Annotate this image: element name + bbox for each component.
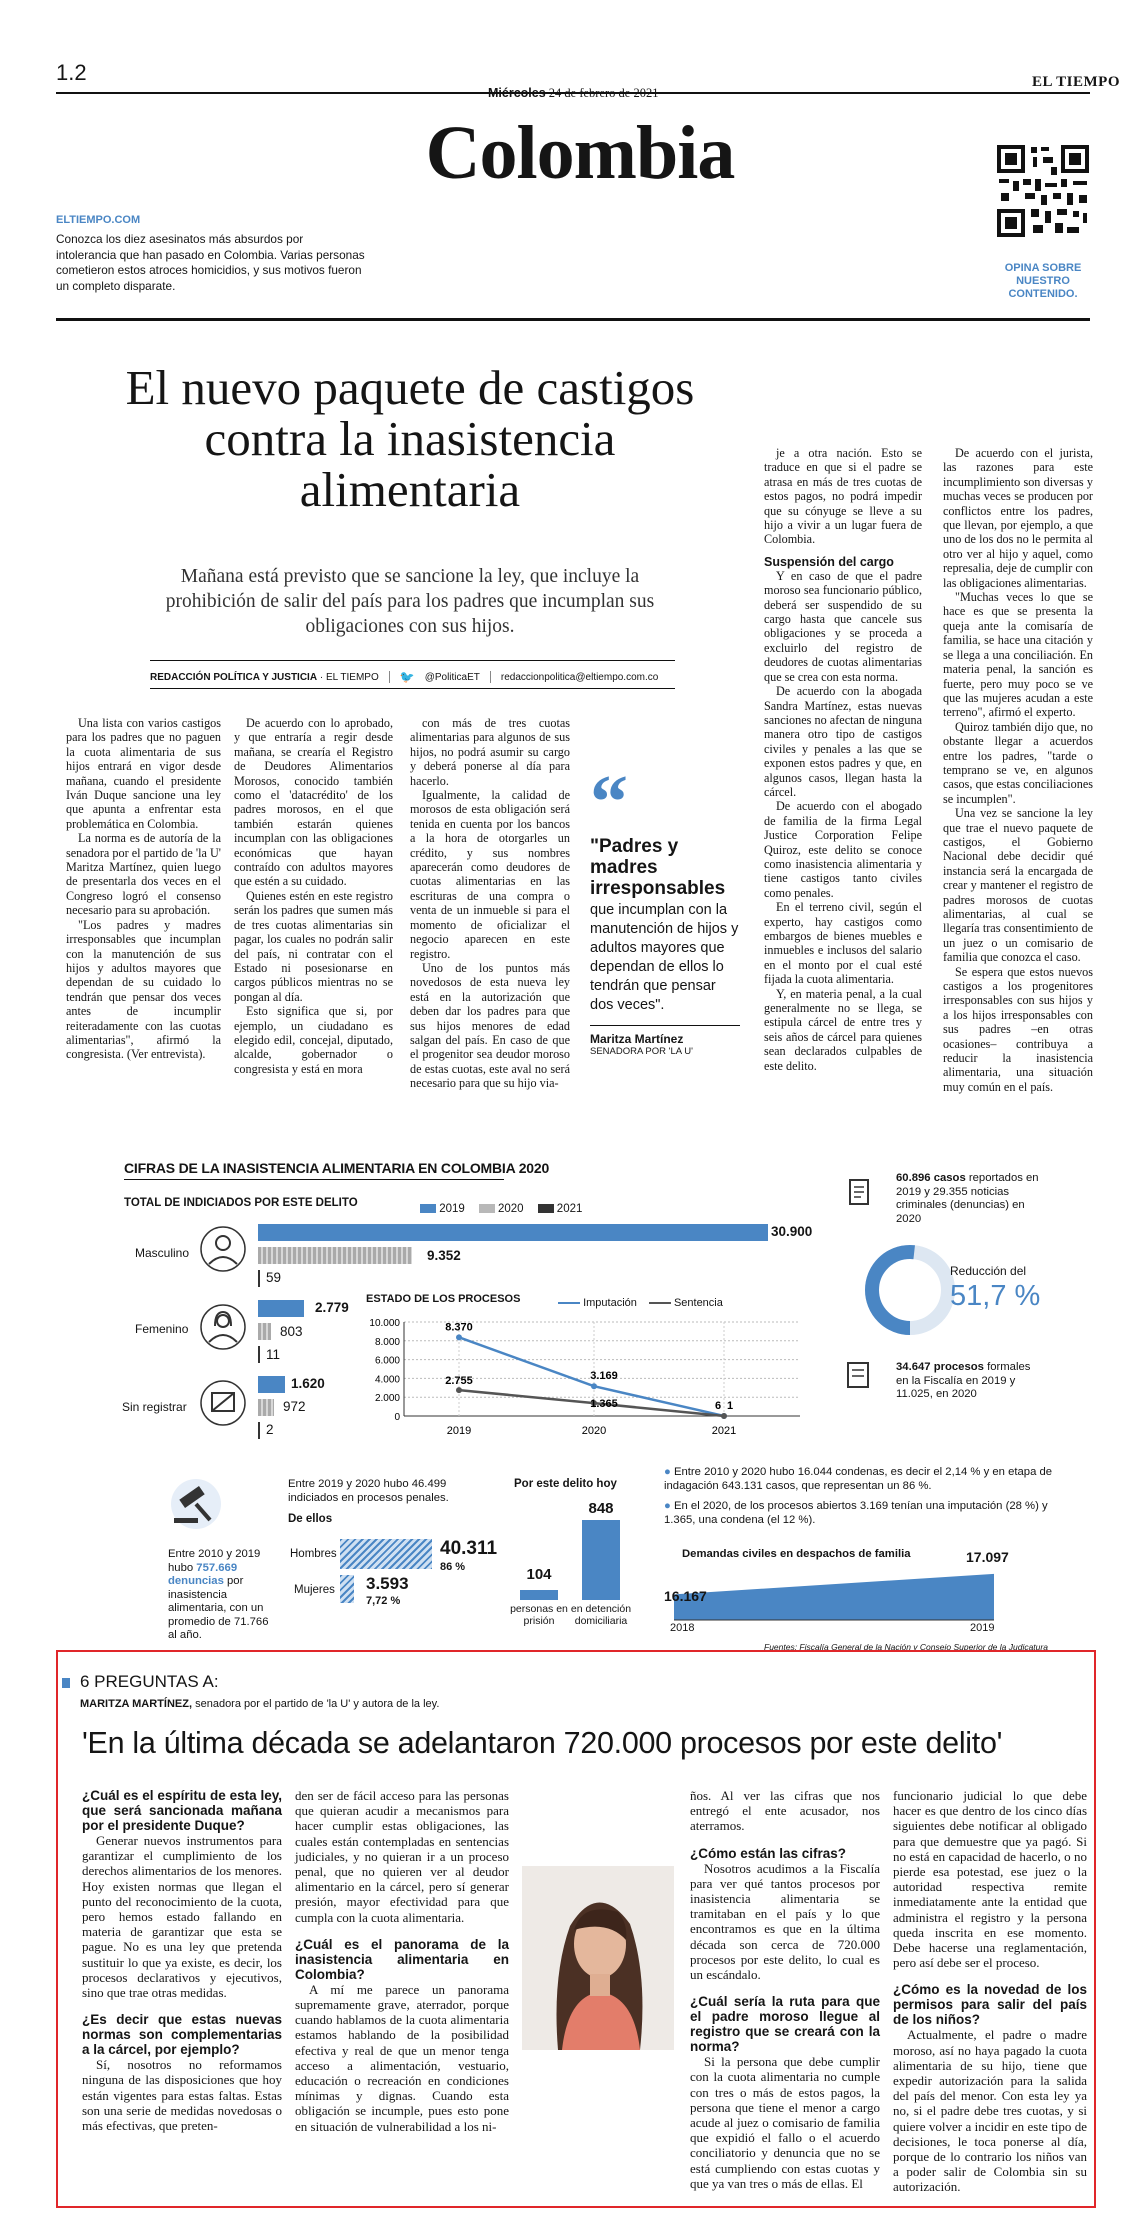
promo-text: Conozca los diez asesinatos más absurdos por intolerancia que han pasado en Colombia. Varias personas cometieron estos atroces homicidios, y sus motivos fueron un completo disparate. xyxy=(56,232,365,293)
byline-rule-top xyxy=(150,660,675,661)
interview-kicker: 6 PREGUNTAS A: xyxy=(80,1672,219,1691)
penal-intro: Entre 2019 y 2020 hubo 46.499 indiciados en procesos penales. xyxy=(288,1478,449,1504)
demand-area xyxy=(674,1574,994,1620)
article-column-1: Una lista con varios castigos para los padres que no paguen la cuota alimentaria de sus hijos entrará en vigor desde mañana, cuando el presidente Iván Duque sancione una ley que apunta a enfrentar esta problemática en Colombia. La norma es de autoría de la senadora por el partido de 'la U' Maritza Martínez, quien luego de presentarla dos veces en el Congreso logró el consenso necesario para su aprobación. "Los padres y madres irresponsables que incumplan con la manutención de sus hijos y adultos mayores que dependan de su cuidado lo tendrán que pensar dos veces antes de incumplir reiteradamente con las cuotas alimentarias", afirmó la congresista. (Ver entrevista). xyxy=(66,716,221,1062)
section-title: Colombia xyxy=(425,111,735,195)
legend-2019: 2019 xyxy=(420,1203,465,1215)
home-bar xyxy=(582,1520,620,1600)
bar-masculino-2021 xyxy=(258,1270,260,1287)
byline-twitter[interactable]: @PoliticaET xyxy=(424,671,480,683)
article-title: El nuevo paquete de castigos contra la inasistencia alimentaria xyxy=(125,360,695,517)
x-tick-label: 2020 xyxy=(581,1425,607,1437)
sources: Fuentes: Fiscalía General de la Nación y Consejo Superior de la Judicatura xyxy=(764,1642,1048,1652)
byline-desk: REDACCIÓN POLÍTICA Y JUSTICIA · EL TIEMPO xyxy=(150,671,379,683)
women-bar xyxy=(340,1575,354,1603)
unknown-person-icon xyxy=(200,1380,246,1428)
document-icon xyxy=(846,1178,874,1208)
bar-value-femenino-2019: 2.779 xyxy=(315,1300,349,1315)
interview-column-3: ños. Al ver las cifras que nos entregó el ente acusador, nos aterramos. ¿Cómo están las cifras? Nosotros acudimos a la Fiscalía para ver qué tantos procesos por inasistencia alimentaria se tramitaban en el país y lo que encontramos es que en la última década son cerca de 720.000 procesos por este delito, lo cual es un escándalo. ¿Cuál sería la ruta para que el padre moroso llegue al registro que se creará con la norma? Si la persona que debe cumplir con la cuota alimentaria no cumple con tres o más de estos pagos, la persona que tiene el menor a cargo acude al juez o comisario de familia que expidió el fallo o el acuerdo conciliatorio y denuncia que no se está cumpliendo con estas cuotas y que ya van tres o más de ellas. El xyxy=(690,1788,880,2191)
interviewee-photo xyxy=(522,1866,674,2050)
brand-logo: EL TIEMPO xyxy=(1032,74,1120,90)
promo-site-link[interactable]: ELTIEMPO.COM xyxy=(56,214,141,226)
procesos-stat: 34.647 procesos formales en la Fiscalía en 2019 y 11.025, en 2020 xyxy=(896,1361,1031,1400)
bar-femenino-2020 xyxy=(258,1323,271,1340)
legend-2021: 2021 xyxy=(538,1203,583,1215)
y-tick-label: 8.000 xyxy=(374,1336,400,1348)
interview-headline: 'En la última década se adelantaron 720.000 procesos por este delito' xyxy=(82,1726,1003,1760)
states-line-chart xyxy=(360,1312,810,1442)
legend-sentencia: Sentencia xyxy=(649,1297,723,1309)
female-person-icon xyxy=(200,1304,246,1352)
indicted-title: TOTAL DE INDICIADOS POR ESTE DELITO xyxy=(124,1197,358,1209)
portrait-image xyxy=(522,1866,674,2050)
women-pct: 7,72 % xyxy=(366,1595,401,1607)
bar-legend xyxy=(420,1203,582,1215)
data-label: 1 xyxy=(726,1399,734,1412)
byline-rule-bottom xyxy=(150,688,675,689)
twitter-icon: 🐦 xyxy=(399,670,415,684)
gavel-icon xyxy=(166,1478,222,1530)
home-value: 848 xyxy=(588,1500,614,1517)
interview-column-4: funcionario judicial lo que debe hacer es que dentro de los cinco días siguientes debe notificar al obligado para que demuestre que ya pagó. Si no está en capacidad de hacerlo, o no pierde esa potestad, ese juez o la autoridad respectiva remite inmediatamente ante la entidad que administra el registro y la persona queda inscrita en ese momento. Debe hacerse una reglamentación, pero así debe ser el proceso. ¿Cómo es la novedad de los permisos para salir del país de los niños? Actualmente, el padre o madre moroso, así no haya pagado la cuota alimentaria de su hijo, tiene que expedir autorización para la salida del país del menor. Con esta ley ya no, si el padre debe tres cuotas, y si quiere volver a incidir en este tipo de decisiones, le toca ponerse al día, porque de lo contrario los niños van a poder salir de Colombia sin su autorización. xyxy=(893,1788,1087,2195)
bar-sin-registrar-2021 xyxy=(258,1422,260,1439)
demand-end: 17.097 xyxy=(966,1549,1009,1565)
bullet-1: ● Entre 2010 y 2020 hubo 16.044 condenas, es decir el 2,14 % y en etapa de indagación 643.131 casos, que representan un 86 %. xyxy=(664,1466,1053,1492)
today-title: Por este delito hoy xyxy=(514,1478,617,1490)
bar-sin-registrar-2019 xyxy=(258,1376,285,1393)
quote-mark-icon: “ xyxy=(590,760,628,844)
interview-column-1: ¿Cuál es el espíritu de esta ley, que será sancionada mañana por el presidente Duque? Generar nuevos instrumentos para garantizar el cumplimiento de los derechos alimentarios de los menores. Hoy existen normas que llegan el punto del reconocimiento de la cuota, pero hemos estado fallando en materia de garantizar que esta se pague. No es una ley que pretenda sustituir lo que ya existe, es decir, los procesos declarativos y ejecutivos, sino que trae otras medidas. ¿Es decir que estas nuevas normas son complementarias a la cárcel, por ejemplo? Sí, nosotros no reformamos ninguna de las disposiciones que hoy están vigentes para estas faltas. Estas son una serie de medidas novedosas o más efectivas, que preten- xyxy=(82,1788,282,2134)
states-legend xyxy=(558,1297,723,1309)
left-note-link[interactable]: 757.669 denuncias xyxy=(168,1561,238,1587)
bar-value-sin-registrar-2021: 2 xyxy=(266,1422,274,1437)
data-label: 1.365 xyxy=(590,1398,618,1411)
reduction-value: 51,7 % xyxy=(950,1280,1041,1312)
group-label-sin-registrar: Sin registrar xyxy=(122,1400,187,1414)
series-point xyxy=(456,1334,462,1340)
section-rule xyxy=(56,318,1090,321)
article-subtitle: Mañana está previsto que se sancione la ley, que incluye la prohibición de salir del país para los padres que incumplan sus obligaciones con sus hijos. xyxy=(165,566,655,637)
bar-value-masculino-2021: 59 xyxy=(266,1270,282,1285)
reduction-label: Reducción del xyxy=(950,1264,1027,1278)
home-label: en detención domiciliaria xyxy=(570,1603,632,1627)
quote-text: que incumplan con la manutención de hijos y adultos mayores que dependan de ellos lo tendrán que pensar dos veces". xyxy=(590,902,739,1013)
pull-quote xyxy=(590,760,740,1057)
article-column-3: con más de tres cuotas alimentarias para algunos de sus hijos, no podrá asumir su cargo y deberá ponerse al día para hacerlo. Igualmente, la calidad de morosos de esta obligación será tenida en cuenta por los bancos a la hora de otorgarles un crédito, y sus nombres aparecerán como deudores de cuotas alimentarias en las escrituras de una compra o venta de un inmueble si para el momento de oficializar el negocio aparecen en este registro. Uno de los puntos más novedosos de esta nueva ley está en la autorización que deben dar los padres para que sus hijos menores de edad salgan del país. En caso de que el progenitor sea deudor moroso de estas cuotas, este aval no será necesario para que su hijo via- xyxy=(410,716,570,1091)
prison-bar xyxy=(520,1590,558,1600)
prison-value: 104 xyxy=(526,1566,552,1583)
qr-code-icon[interactable] xyxy=(995,143,1091,239)
legend-imputacion: Imputación xyxy=(558,1297,637,1309)
y-tick-label: 4.000 xyxy=(374,1374,400,1386)
gavel-document-icon xyxy=(844,1360,874,1390)
quote-bold: "Padres y madres irresponsables xyxy=(590,836,726,899)
today-bars xyxy=(520,1500,640,1600)
series-point xyxy=(721,1413,727,1419)
men-value: 40.311 xyxy=(440,1538,498,1559)
demand-area-chart xyxy=(664,1560,1004,1630)
bar-value-femenino-2021: 11 xyxy=(266,1347,281,1362)
bar-value-femenino-2020: 803 xyxy=(280,1324,303,1339)
article-column-4: je a otra nación. Esto se traduce en que si el padre se atrasa en más de tres cuotas de estos pagos, no podrá impedir que su cónyuge se lleve a su hijo a vivir a un lugar fuera de Colombia. Suspensión del cargo Y en caso de que el padre moroso sea funcionario público, deberá ser suspendido de su cargo hasta que cancele sus obligaciones y se proceda a excluirlo del registro de deudores de cuotas alimentarias que se crea con esta norma. De acuerdo con la abogada Sandra Martínez, estas nuevas sanciones no afectan de ninguna manera otro tipo de castigos civiles y penales a las que se exponen estos padres y que, en algunos casos, llegan hasta la cárcel. De acuerdo con el abogado de familia de la firma Legal Justice Corporation Felipe Quiroz, este delito se conoce como inasistencia alimentaria y tiene castigos tanto civiles como penales. En el terreno civil, según el experto, hay castigos como embargos de bienes muebles e inmuebles e inclusos del salario en el monto por el cual esté fijada la cuota alimentaria. Y, en materia penal, a la cual generalmente no se llega, se estipula cárcel de entre tres y seis años de cárcel para quienes sean declarados culpables de este delito. xyxy=(764,446,922,1073)
x-tick-label: 2019 xyxy=(446,1425,472,1437)
bar-masculino-2020 xyxy=(258,1247,412,1264)
interview-column-2: den ser de fácil acceso para las personas que quieran acudir a mecanismos para hacer cumplir estas obligaciones, las cuales están contempladas en sentencias judiciales, y no quieran ir a un proceso penal, que no quieren ver al deudor alimentario en la cárcel, pero sí generar presión, mayor efectividad para que cumpla con la cuota alimentaria. ¿Cuál es el panorama de la inasistencia alimentaria en Colombia? A mí me parece un panorama supremamente grave, aterrador, porque cuando hablamos de la cuota alimentaria estamos hablando de la posibilidad efectiva y real de que un menor tenga acceso a alimentación, vestuario, educación o recreación en condiciones mínimas y dignas. Cuando esta obligación se incumple, pues esto pone en situación de vulnerabilidad a los ni- xyxy=(295,1788,509,2134)
data-label: 3.169 xyxy=(590,1370,618,1383)
page-number: 1.2 xyxy=(56,60,87,85)
series-point xyxy=(456,1387,462,1393)
x-tick-label: 2021 xyxy=(711,1425,737,1437)
reduction-donut xyxy=(860,1240,960,1340)
y-tick-label: 10.000 xyxy=(369,1318,400,1329)
group-label-masculino: Masculino xyxy=(135,1246,190,1260)
bar-value-masculino-2019: 30.900 xyxy=(771,1224,813,1239)
bar-value-masculino-2020: 9.352 xyxy=(427,1248,461,1263)
series-point xyxy=(591,1383,597,1389)
quote-role: SENADORA POR 'LA U' xyxy=(590,1046,693,1057)
byline-email[interactable]: redaccionpolitica@eltiempo.com.co xyxy=(500,671,659,683)
legend-2020: 2020 xyxy=(479,1203,524,1215)
bar-value-sin-registrar-2020: 972 xyxy=(283,1399,306,1414)
infographic-title-rule xyxy=(124,1179,504,1180)
quote-name: Maritza Martínez xyxy=(590,1032,684,1046)
data-label: 8.370 xyxy=(445,1321,473,1334)
infographic-title: CIFRAS DE LA INASISTENCIA ALIMENTARIA EN COLOMBIA 2020 xyxy=(124,1160,550,1176)
header-rule xyxy=(56,92,1090,94)
demand-year-2: 2019 xyxy=(970,1622,995,1634)
article-column-2: De acuerdo con lo aprobado, y que entraría a regir desde mañana, se crearía el Registro de Deudores Alimentarios Morosos, conocido también como el 'datacrédito' de los padres morosos, en el que también estarán quienes incumplan con las obligaciones económicas que hayan contraído con adultos mayores que estén a su cuidado. Quienes estén en este registro serán los padres que sumen más de tres cuotas alimentarias sin pagar, los cuales no podrán salir del país, ni contratar con el Estado ni posesionarse en cargos públicos mientras no se pongan al día. Esto significa que si, por ejemplo, un ciudadano es elegido edil, concejal, diputado, alcalde, gobernador o congresista y está en mora xyxy=(234,716,393,1076)
left-note: Entre 2010 y 2019 hubo 757.669 denuncias por inasistencia alimentaria, con un promedio de 71.766 al año. xyxy=(168,1548,269,1641)
y-tick-label: 6.000 xyxy=(374,1355,400,1367)
bullet-2: ● En el 2020, de los procesos abiertos 3.169 tenían una imputación (28 %) y 1.365, una condena (el 12 %). xyxy=(664,1500,1048,1526)
kicker-bullet-icon xyxy=(62,1678,70,1688)
interview-person: MARITZA MARTÍNEZ, senadora por el partido de 'la U' y autora de la ley. xyxy=(80,1698,440,1710)
demand-start: 16.167 xyxy=(664,1588,707,1604)
prison-label: personas en prisión xyxy=(510,1603,568,1627)
bar-value-sin-registrar-2019: 1.620 xyxy=(291,1376,325,1391)
men-pct: 86 % xyxy=(440,1561,466,1573)
data-label: 2.755 xyxy=(445,1375,473,1388)
women-label: Mujeres xyxy=(294,1584,335,1596)
bar-masculino-2019 xyxy=(258,1224,768,1241)
penal-sub: De ellos xyxy=(288,1513,333,1525)
cases-stat: 60.896 casos reportados en 2019 y 29.355 noticias criminales (denuncias) en 2020 xyxy=(896,1172,1039,1225)
demand-title: Demandas civiles en despachos de familia xyxy=(682,1548,911,1560)
issue-date xyxy=(488,86,658,101)
group-label-femenino: Femenino xyxy=(135,1322,189,1336)
data-label: 6 xyxy=(714,1399,722,1412)
qr-caption: OPINA SOBRE NUESTRO CONTENIDO. xyxy=(1004,262,1082,300)
y-tick-label: 2.000 xyxy=(374,1393,400,1405)
y-tick-label: 0 xyxy=(394,1412,400,1423)
article-column-5: De acuerdo con el jurista, las razones para este incumplimiento son diversas y muchas veces se producen por conflictos entre los padres, que llevan, por ejemplo, a que uno de los dos no le permita al otro ver al hijo y aquel, como represalia, deje de cumplir con las obligaciones alimentarias. "Muchas veces lo que se hace es que se presenta la queja ante la comisaría de familia, se hace una citación y se llega a una conciliación. En materia penal, la sanción es fuerte, pero muy poco se ve que las mujeres acudan a este terreno", afirmó el experto. Quiroz también dijo que, no obstante llegar a acuerdos entre los padres, "tarde o temprano se ve, en algunos casos, que estas conciliaciones se incumplen". Una vez se sancione la ley que trae el nuevo paquete de castigos, el Gobierno Nacional debe decidir qué instancia será la encargada de crear y mantener el registro de padres morosos de cuotas alimentarias, al cual se llegaría tras consentimiento de un juez o un comisario de familia que conozca el caso. Se espera que estos nuevos castigos a los progenitores irresponsables con sus hijos y a los hijos irresponsables con sus padres –en otras ocasiones– contribuya a reducir la inasistencia alimentaria, una situación muy común en el país. xyxy=(943,446,1093,1094)
states-title: ESTADO DE LOS PROCESOS xyxy=(366,1293,521,1305)
demand-year-1: 2018 xyxy=(670,1622,695,1634)
women-value: 3.593 xyxy=(366,1574,409,1593)
men-label: Hombres xyxy=(290,1548,337,1560)
byline xyxy=(150,670,675,684)
bar-sin-registrar-2020 xyxy=(258,1399,274,1416)
bar-femenino-2021 xyxy=(258,1346,260,1363)
men-bar xyxy=(340,1539,432,1569)
bar-femenino-2019 xyxy=(258,1300,304,1317)
male-person-icon xyxy=(200,1226,246,1274)
